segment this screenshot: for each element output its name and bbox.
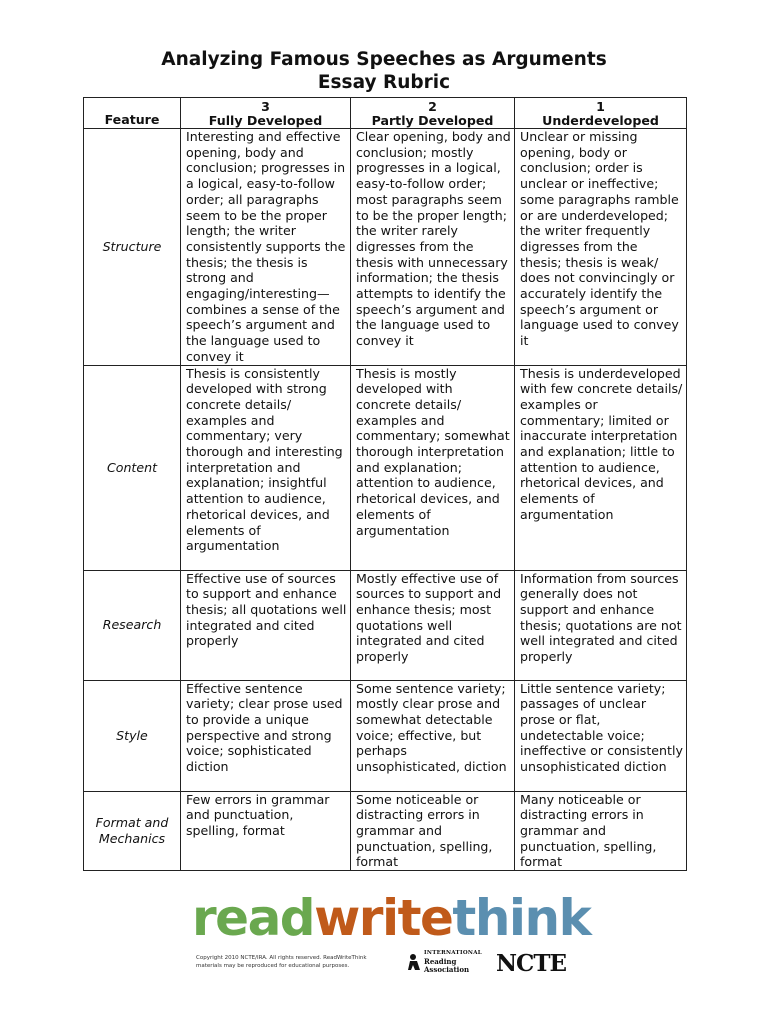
level-score: 1 — [596, 99, 605, 114]
cell-fully-developed: Thesis is consistently developed with strong concrete details/ examples and commentary; very thorough and interesting interpretation and explanation; insightful attention to audience, rhetorical devices, and elements of argumentation — [181, 365, 351, 570]
feature-label: Structure — [84, 129, 181, 366]
cell-underdeveloped: Thesis is underdeveloped with few concrete details/ examples or commentary; limited or inaccurate interpretation and explanation; little to attention to audience, rhetorical devices, and elements of argumentation — [515, 365, 687, 570]
cell-partly-developed: Clear opening, body and conclusion; mostly progresses in a logical, easy-to-follow order; most paragraphs seem to be the proper length; the writer rarely digresses from the thesis with unnecessary information; the thesis attempts to identify the speech’s argument and the language used to convey it — [351, 129, 515, 366]
row-style — [84, 680, 687, 791]
ncte-logo: NCTE — [496, 950, 566, 977]
ira-mark-icon — [408, 953, 422, 971]
readwritethink-logo — [192, 889, 591, 947]
cell-underdeveloped: Unclear or missing opening, body or conclusion; order is unclear or ineffective; some paragraphs ramble or are underdeveloped; the writer frequently digresses from the thesis; thesis is weak/ does not convincingly or accurately identify the speech’s argument or language used to convey it — [515, 129, 687, 366]
cell-partly-developed: Some noticeable or distracting errors in grammar and punctuation, spelling, format — [351, 791, 515, 871]
cell-fully-developed: Effective sentence variety; clear prose used to provide a unique perspective and strong voice; sophisticated diction — [181, 680, 351, 791]
level-score: 3 — [261, 99, 270, 114]
row-structure — [84, 129, 687, 366]
row-format-mechanics — [84, 791, 687, 871]
copyright-text: Copyright 2010 NCTE/IRA. All rights reserved. ReadWriteThink materials may be reproduced for educational purposes. — [196, 955, 367, 969]
level-score: 2 — [428, 99, 437, 114]
ira-line-3: Association — [424, 965, 470, 974]
cell-partly-developed: Mostly effective use of sources to support and enhance thesis; most quotations well integrated and cited properly — [351, 570, 515, 680]
logo-write: write — [314, 889, 453, 947]
feature-label: Format and Mechanics — [84, 791, 181, 871]
logo-read: read — [192, 889, 315, 947]
title-line-2: Essay Rubric — [317, 72, 451, 93]
logo-think: think — [452, 889, 591, 947]
ira-line-1: INTERNATIONAL — [424, 950, 482, 956]
cell-fully-developed: Few errors in grammar and punctuation, spelling, format — [181, 791, 351, 871]
feature-label: Research — [84, 570, 181, 680]
header-level-2 — [351, 98, 515, 129]
level-label: Underdeveloped — [542, 113, 659, 128]
header-level-3 — [181, 98, 351, 129]
feature-label: Content — [84, 365, 181, 570]
cell-fully-developed: Interesting and effective opening, body and conclusion; progresses in a logical, easy-to-follow order; all paragraphs seem to be the proper length; the writer consistently supports the thesis; the thesis is strong and engaging/interesting—combines a sense of the speech’s argument and the language used to convey it — [181, 129, 351, 366]
level-label: Fully Developed — [208, 113, 323, 128]
row-research — [84, 570, 687, 680]
ira-logo — [408, 949, 490, 977]
rubric-table — [83, 97, 687, 871]
cell-underdeveloped: Little sentence variety; passages of unclear prose or flat, undetectable voice; ineffective or consistently unsophisticated diction — [515, 680, 687, 791]
cell-underdeveloped: Many noticeable or distracting errors in grammar and punctuation, spelling, format — [515, 791, 687, 871]
header-feature: Feature — [84, 98, 181, 129]
header-level-1 — [515, 98, 687, 129]
row-content — [84, 365, 687, 570]
cell-partly-developed: Some sentence variety; mostly clear prose and somewhat detectable voice; effective, but perhaps unsophisticated, diction — [351, 680, 515, 791]
ira-text — [424, 949, 482, 975]
level-label: Partly Developed — [371, 113, 494, 128]
feature-label: Style — [84, 680, 181, 791]
page-title — [0, 48, 768, 94]
header-row — [84, 98, 687, 129]
title-line-1: Analyzing Famous Speeches as Arguments — [161, 49, 607, 70]
ira-line-2: Reading — [424, 956, 457, 966]
cell-partly-developed: Thesis is mostly developed with concrete details/ examples and commentary; somewhat thorough interpretation and explanation; attention to audience, rhetorical devices, and elements of argumentation — [351, 365, 515, 570]
cell-fully-developed: Effective use of sources to support and enhance thesis; all quotations well integrated and cited properly — [181, 570, 351, 680]
cell-underdeveloped: Information from sources generally does not support and enhance thesis; quotations are not well integrated and cited properly — [515, 570, 687, 680]
footer — [0, 889, 768, 992]
